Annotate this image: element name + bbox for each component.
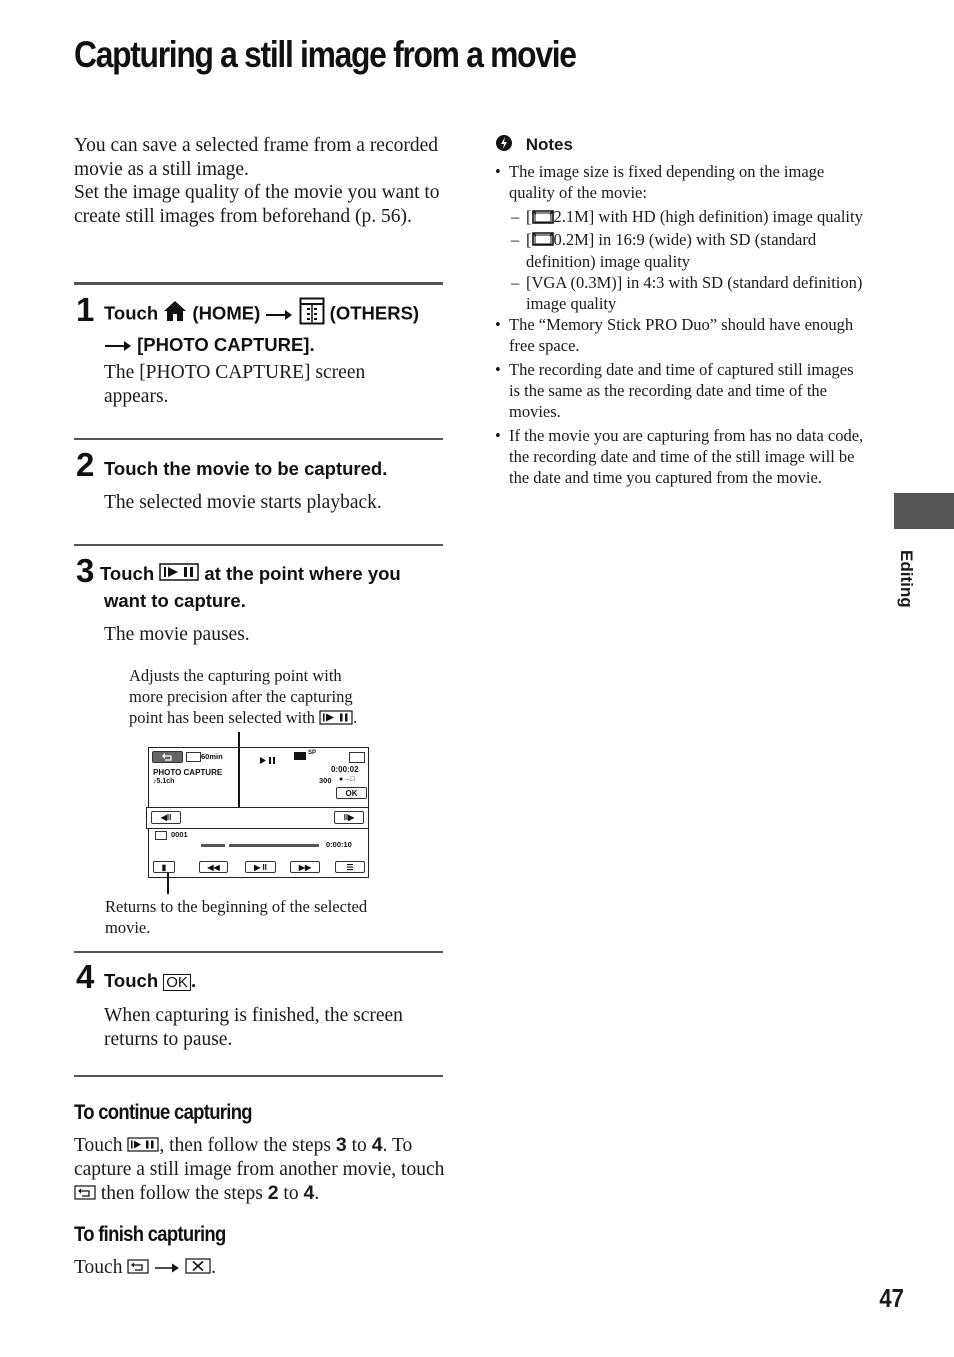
arrow-icon xyxy=(265,302,293,328)
progress-bar xyxy=(201,844,225,847)
intro-text xyxy=(74,134,446,228)
beginning-button[interactable]: ▮ xyxy=(153,861,175,873)
page-number: 47 xyxy=(879,1283,904,1313)
photo-count: 300 xyxy=(319,776,332,785)
play-pause-icon xyxy=(319,709,353,730)
step-ref: 2 xyxy=(267,1181,279,1204)
divider xyxy=(74,544,443,546)
memory-card-icon xyxy=(349,752,365,763)
play-pause-icon xyxy=(127,1135,159,1159)
fast-forward-button[interactable]: ▶▶ xyxy=(290,861,320,873)
return-icon xyxy=(74,1183,96,1207)
touch-text: Touch xyxy=(104,302,159,324)
audio-label: ♪5.1ch xyxy=(153,778,175,785)
frame-back-button[interactable]: ◀II xyxy=(151,811,181,824)
step-ref: 4 xyxy=(303,1181,315,1204)
step-3-heading-rest: at the point where you xyxy=(204,563,401,584)
step-1-result: The [PHOTO CAPTURE] screen appears. xyxy=(104,362,366,407)
step-ref: 3 xyxy=(335,1134,347,1156)
page-title: Capturing a still image from a movie xyxy=(74,34,576,75)
note-text: If the movie you are capturing from has no data code, the recording date and time of the still image will be the date and time you captured from the movie. xyxy=(509,426,864,488)
step-3-heading-line2: want to capture. xyxy=(104,590,246,612)
continue-text xyxy=(74,1134,446,1206)
section-tab xyxy=(894,493,954,529)
text: to xyxy=(351,1135,367,1156)
others-label: (OTHERS) xyxy=(329,302,420,324)
note-sub-item: – [VGA (0.3M)] in 4:3 with SD (standard definition) image quality xyxy=(511,273,863,314)
note-sub-item: – [ 0.2M] in 16:9 (wide) with SD (standard definition) image quality xyxy=(511,229,817,272)
notes-list xyxy=(495,161,865,491)
rewind-button[interactable]: ◀◀ xyxy=(199,861,228,873)
text: , then follow the steps xyxy=(159,1135,332,1156)
frame-forward-button[interactable]: II▶ xyxy=(334,811,364,824)
remaining-time: 60min xyxy=(201,752,223,761)
home-icon xyxy=(163,300,187,329)
return-icon[interactable] xyxy=(152,751,183,763)
close-icon xyxy=(185,1257,211,1281)
note-item: • The “Memory Stick PRO Duo” should have enough free space. xyxy=(495,315,854,356)
arrow-icon xyxy=(104,333,132,359)
step-4-heading: Touch OK . xyxy=(104,970,197,991)
finish-text xyxy=(74,1256,216,1280)
image-size-icon xyxy=(532,208,554,229)
divider xyxy=(74,951,443,953)
intro-line-2: Set the image quality of the movie you want to create still images from beforehand (p. 56). xyxy=(74,182,440,227)
duration: 0:00:10 xyxy=(326,840,352,849)
text: . xyxy=(211,1257,216,1278)
note-sub-text: [VGA (0.3M)] in 4:3 with SD (standard definition) image quality xyxy=(526,273,863,314)
step-4-result: When capturing is finished, the screen returns to pause. xyxy=(104,1005,403,1050)
image-size-icon xyxy=(532,230,554,251)
note-item: • The image size is fixed depending on the image quality of the movie: xyxy=(495,162,825,202)
camera-icon: ●→□ xyxy=(339,776,355,783)
callout-text: point has been selected with xyxy=(129,708,316,727)
others-icon xyxy=(299,297,325,332)
file-number: 0001 xyxy=(171,830,188,839)
step-3-result: The movie pauses. xyxy=(104,624,250,645)
step-ref: 4 xyxy=(371,1134,383,1156)
quality-label: SP xyxy=(308,750,317,756)
callout-line: point has been selected with . xyxy=(129,707,429,730)
callout-bottom: Returns to the beginning of the selected movie. xyxy=(105,897,368,937)
progress-bar xyxy=(229,844,319,847)
note-text: The image size is fixed depending on the image quality of the movie: xyxy=(509,162,825,202)
play-pause-icon xyxy=(159,562,199,588)
divider xyxy=(74,1075,443,1077)
divider xyxy=(74,438,443,440)
lcd-screen xyxy=(148,747,369,878)
text: . To capture a still image from another movie, touch xyxy=(74,1135,445,1181)
step-2-heading: Touch the movie to be captured. xyxy=(104,458,388,479)
ok-icon: OK xyxy=(163,974,191,991)
text: Touch xyxy=(74,1257,123,1278)
note-text: The “Memory Stick PRO Duo” should have enough free space. xyxy=(509,315,854,356)
text: Touch xyxy=(74,1135,123,1156)
adjust-bar xyxy=(146,807,369,829)
callout-top xyxy=(129,665,429,730)
intro-line-1: You can save a selected frame from a recorded movie as a still image. xyxy=(74,135,439,180)
step-3-heading xyxy=(100,561,445,614)
timecode: 0:00:02 xyxy=(331,765,359,774)
touch-text: Touch xyxy=(100,563,155,584)
note-item: • The recording date and time of captured still images is the same as the recording date and time of the movies. xyxy=(495,360,854,422)
play-pause-icon xyxy=(259,752,277,770)
note-sub-item: – [ 2.1M] with HD (high definition) image quality xyxy=(495,206,865,229)
ok-button[interactable]: OK xyxy=(336,787,367,799)
touch-text: Touch xyxy=(104,970,159,991)
play-pause-button[interactable]: ▶ II xyxy=(245,861,276,873)
callout-line: more precision after the capturing xyxy=(129,687,353,706)
finish-heading: To finish capturing xyxy=(74,1223,226,1246)
home-label: (HOME) xyxy=(192,302,261,324)
notes-icon xyxy=(495,134,513,157)
notes-heading xyxy=(495,134,573,157)
option-button[interactable]: ☰ xyxy=(335,861,365,873)
photo-capture-label: [PHOTO CAPTURE]. xyxy=(137,334,315,355)
notes-title: Notes xyxy=(525,134,573,154)
note-item: • If the movie you are capturing from has no data code, the recording date and time of the still image will be the date and time you captured from the movie. xyxy=(495,426,864,488)
note-sub-text: 2.1M] with HD (high definition) image quality xyxy=(553,207,863,226)
note-text: The recording date and time of captured still images is the same as the recording date and time of the movies. xyxy=(509,360,854,422)
step-2-result: The selected movie starts playback. xyxy=(104,492,382,513)
step-number: 1 xyxy=(76,291,95,328)
step-number: 4 xyxy=(76,958,95,995)
step-number: 2 xyxy=(76,446,95,483)
hd-icon xyxy=(294,752,306,760)
arrow-icon xyxy=(154,1257,180,1281)
divider xyxy=(74,282,443,285)
continue-heading: To continue capturing xyxy=(74,1101,252,1124)
note-sub-text: 0.2M] in 16:9 (wide) with SD (standard definition) image quality xyxy=(526,229,817,272)
mode-label: PHOTO CAPTURE xyxy=(153,768,223,777)
section-label: Editing xyxy=(897,550,916,608)
film-icon xyxy=(155,831,167,840)
step-1-heading xyxy=(104,297,444,359)
battery-icon xyxy=(186,752,201,762)
text: . xyxy=(314,1182,320,1204)
text: then follow the steps xyxy=(100,1182,263,1204)
text: to xyxy=(283,1182,299,1204)
return-icon xyxy=(127,1257,149,1281)
callout-line: Adjusts the capturing point with xyxy=(129,666,342,685)
step-number: 3 xyxy=(76,552,95,589)
